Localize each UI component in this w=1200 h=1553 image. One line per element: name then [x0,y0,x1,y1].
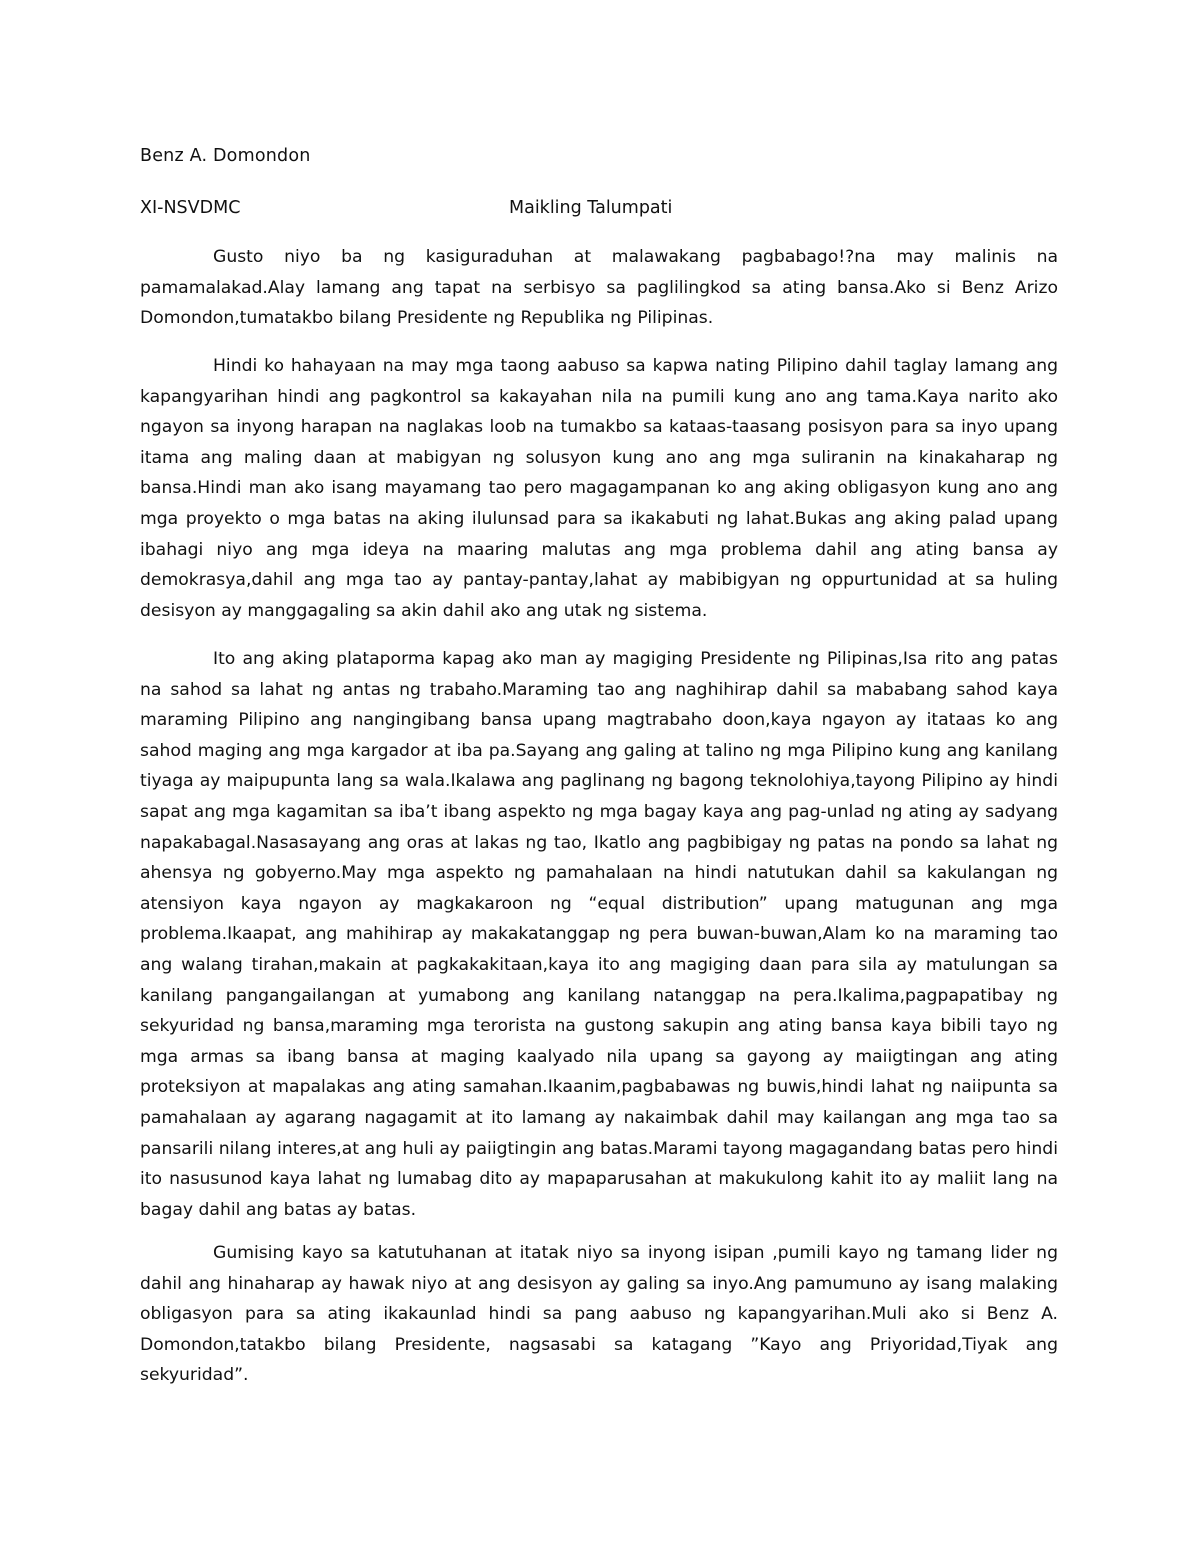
author-name: Benz A. Domondon [140,146,311,166]
paragraph-commitment: Hindi ko hahayaan na may mga taong aabuso sa kapwa nating Pilipino dahil taglay lamang ang kapangyarihan hindi ang pagkontrol sa kakayahan nila na pumili kung ano ang tama.Kaya narito ako ngayon sa inyong harapan na naglakas loob na tumakbo sa kataas-taasang posisyon para sa inyo upang itama ang maling daan at mabigyan ng solusyon kung ano ang mga suliranin na kinakaharap ng bansa.Hindi man ako isang mayamang tao pero magagampanan ko ang aking obligasyon kung ano ang mga proyekto o mga batas na aking ilulunsad para sa ikakabuti ng lahat.Bukas ang aking palad upang ibahagi niyo ang mga ideya na maaring malutas ang mga problema dahil ang ating bansa ay demokrasya,dahil ang mga tao ay pantay-pantay,lahat ay mabibigyan ng oppurtunidad at sa huling desisyon ay manggagaling sa akin dahil ako ang utak ng sistema. [140,356,1058,621]
paragraph-platform: Ito ang aking plataporma kapag ako man ay magiging Presidente ng Pilipinas,Isa rito ang patas na sahod sa lahat ng antas ng trabaho.Maraming tao ang naghihirap dahil sa mababang sahod kaya maraming Pilipino ang nangingibang bansa upang magtrabaho doon,kaya ngayon ay itataas ko ang sahod maging ang mga kargador at iba pa.Sayang ang galing at talino ng mga Pilipino kung ang kanilang tiyaga ay maipupunta lang sa wala.Ikalawa ang paglinang ng bagong teknolohiya,tayong Pilipino ay hindi sapat ang mga kagamitan sa iba’t ibang aspekto ng mga bagay kaya ang pag-unlad ng ating ay sadyang napakabagal.Nasasayang ang oras at lakas ng tao, Ikatlo ang pagbibigay ng patas na pondo sa lahat ng ahensya ng gobyerno.May mga aspekto ng pamahalaan na hindi natutukan dahil sa kakulangan ng atensiyon kaya ngayon ay magkakaroon ng “equal distribution” upang matugunan ang mga problema.Ikaapat, ang mahihirap ay makakatanggap ng pera buwan-buwan,Alam ko na maraming tao ang walang tirahan,makain at pagkakakitaan,kaya ito ang magiging daan para sila ay matulungan sa kanilang pangangailangan at yumabong ang kanilang natanggap na pera.Ikalima,pagpapatibay ng sekyuridad ng bansa,maraming mga terorista na gustong sakupin ang ating bansa kaya bibili tayo ng mga armas sa ibang bansa at maging kaalyado nila upang sa gayong ay maiigtingan ang ating proteksiyon at mapalakas ang ating samahan.Ikaanim,pagbabawas ng buwis,hindi lahat ng naiipunta sa pamahalaan ay agarang nagagamit at ito lamang ay nakaimbak dahil may kailangan ang mga tao sa pansarili nilang interes,at ang huli ay paiigtingin ang batas.Marami tayong magagandang batas pero hindi ito nasusunod kaya lahat ng lumabag dito ay mapaparusahan at makukulong kahit ito ay maliit lang na bagay dahil ang batas ay batas. [140,649,1058,1220]
class-section: XI-NSVDMC [140,198,241,218]
document-title: Maikling Talumpati [509,198,673,218]
paragraph-introduction: Gusto niyo ba ng kasiguraduhan at malawakang pagbabago!?na may malinis na pamamalakad.Alay lamang ang tapat na serbisyo sa paglilingkod sa ating bansa.Ako si Benz Arizo Domondon,tumatakbo bilang Presidente ng Republika ng Pilipinas. [140,247,1058,329]
paragraph-closing: Gumising kayo sa katutuhanan at itatak niyo sa inyong isipan ,pumili kayo ng tamang lider ng dahil ang hinaharap ay hawak niyo at ang desisyon ay galing sa inyo.Ang pamumuno ay isang malaking obligasyon para sa ating ikakaunlad hindi sa pang aabuso ng kapangyarihan.Muli ako si Benz A. Domondon,tatakbo bilang Presidente, nagsasabi sa katagang ”Kayo ang Priyoridad,Tiyak ang sekyuridad”. [140,1243,1058,1386]
